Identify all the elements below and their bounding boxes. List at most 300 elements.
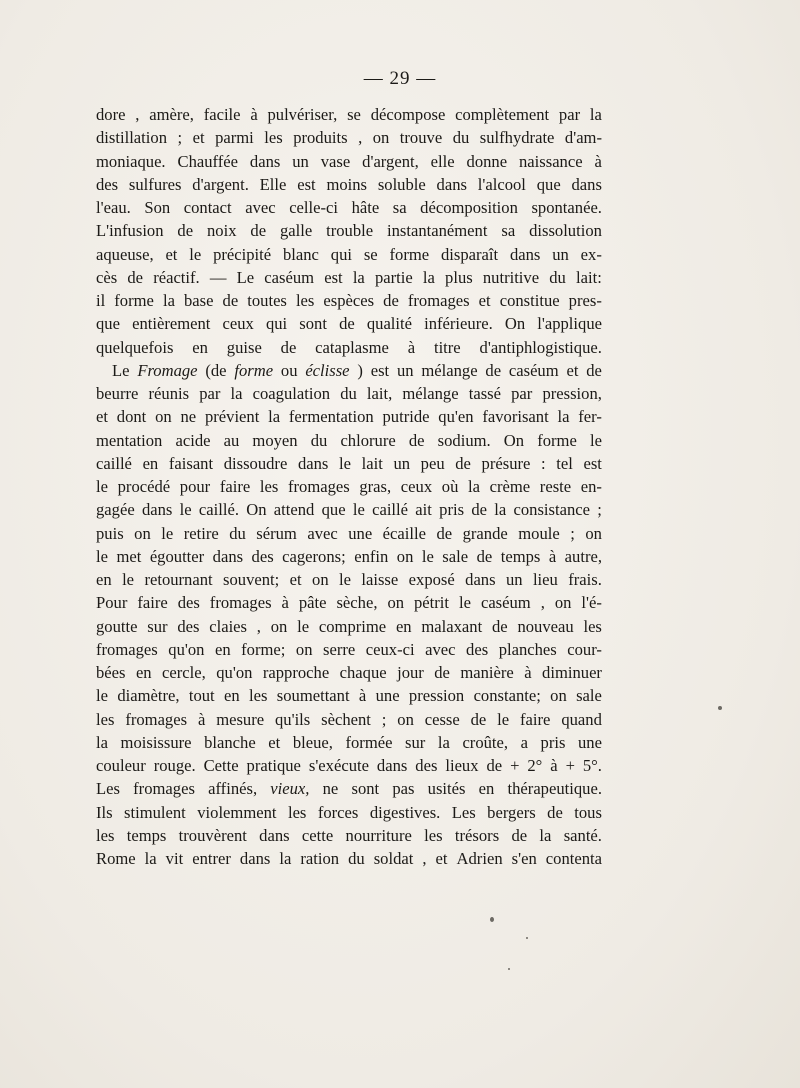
word: de — [250, 221, 267, 241]
word: pris — [439, 500, 465, 520]
word: quelquefois — [96, 337, 174, 357]
word: disparaît — [440, 244, 499, 264]
word: sèche, — [336, 593, 378, 613]
word: et — [165, 244, 178, 264]
word: faire — [137, 593, 168, 613]
word: le — [161, 523, 174, 543]
scan-speck — [718, 706, 722, 710]
word: sulfhydrate — [479, 128, 555, 148]
word: bleue, — [292, 732, 333, 752]
text-line — [96, 289, 602, 312]
word: que — [536, 174, 561, 194]
word: consistance — [513, 500, 590, 520]
word: de — [486, 756, 503, 775]
word: les — [295, 291, 315, 310]
word: qui — [265, 314, 288, 334]
word: lait: — [576, 267, 602, 287]
word: sont — [299, 314, 327, 334]
word: mesure — [216, 709, 265, 729]
word: dans — [465, 570, 496, 589]
word: des — [251, 546, 274, 566]
text-line — [96, 126, 602, 149]
word: en- — [580, 477, 602, 496]
text-line — [96, 196, 602, 219]
word: constante; — [473, 686, 541, 706]
word: le — [497, 709, 510, 729]
word: Cette — [203, 756, 239, 775]
word: jour — [397, 663, 424, 682]
word: quand — [561, 709, 602, 729]
text-line — [96, 615, 602, 638]
word: des — [96, 174, 119, 194]
word: le — [421, 546, 434, 566]
word: entièrement — [132, 314, 211, 334]
word: forme; — [241, 639, 286, 659]
word: de — [511, 825, 528, 845]
word: la — [268, 407, 281, 427]
scan-speck — [526, 937, 528, 939]
word: 5°. — [582, 756, 602, 775]
word: les — [96, 825, 115, 845]
word: comprime — [318, 616, 387, 636]
word: qui — [330, 244, 352, 264]
word: le — [339, 570, 351, 589]
body-text — [96, 103, 602, 870]
word: fromages — [96, 639, 158, 659]
word: en — [142, 453, 159, 473]
word: on — [372, 128, 390, 148]
word: pratique — [246, 756, 301, 775]
word: de — [383, 291, 399, 310]
word: caséum — [480, 593, 531, 613]
word: On — [503, 430, 525, 450]
word: en — [214, 639, 231, 659]
word: ceux — [400, 477, 433, 496]
word: spontanée. — [531, 198, 602, 217]
word: en — [395, 616, 412, 636]
word: (de — [205, 360, 227, 380]
word: cesse — [424, 709, 460, 729]
word: tassé — [468, 384, 501, 403]
word: la — [230, 384, 243, 403]
word: digestives. — [369, 802, 441, 822]
word: la — [279, 849, 292, 868]
word: gagée — [96, 500, 135, 520]
word: les — [259, 477, 279, 496]
text-line — [96, 638, 602, 661]
word: On — [246, 500, 267, 520]
word: dans — [297, 453, 329, 473]
word: soldat — [373, 849, 414, 868]
word: facile — [203, 105, 241, 124]
word: la — [437, 732, 450, 752]
word: ; — [597, 500, 602, 520]
word: l'applique — [537, 314, 602, 334]
word: Pour — [96, 593, 128, 613]
word: bergers — [487, 802, 536, 822]
word: le — [122, 570, 135, 589]
word: amère, — [149, 105, 194, 124]
word: le — [589, 430, 602, 450]
word: et — [435, 849, 448, 868]
word: : — [541, 453, 546, 473]
word: sèchent — [321, 709, 371, 729]
word: précipité — [213, 244, 272, 264]
word: retire — [183, 523, 219, 543]
word: dissoudre — [223, 453, 288, 473]
word: et — [96, 407, 108, 427]
word: moule — [518, 523, 560, 543]
word: peu — [420, 453, 445, 473]
word: à — [594, 151, 602, 171]
word: et — [192, 128, 205, 148]
word: temps — [500, 546, 541, 566]
word: qu'on — [168, 639, 205, 659]
word: cette — [301, 825, 334, 845]
word: forme — [537, 430, 577, 450]
text-line — [96, 452, 602, 475]
text-line — [96, 312, 602, 335]
word: crème — [489, 477, 531, 496]
word: faisant — [168, 453, 214, 473]
word: thérapeutique. — [507, 779, 602, 799]
word: le — [459, 593, 471, 613]
word: mélange — [421, 360, 478, 380]
word: la — [352, 267, 365, 287]
word: blanche — [204, 732, 256, 752]
word: dissolution — [529, 221, 602, 241]
word: on — [387, 593, 405, 613]
text-line — [96, 382, 602, 405]
word: sa — [501, 221, 516, 241]
word: de — [485, 360, 502, 380]
word: enfin — [354, 546, 389, 566]
word: fromages — [287, 477, 350, 496]
word: on — [397, 709, 414, 729]
word: du — [549, 267, 566, 287]
word: parmi — [215, 128, 254, 148]
text-line — [96, 336, 602, 359]
word: fromages — [133, 779, 195, 799]
word: beurre — [96, 384, 139, 403]
word: cataplasme — [315, 337, 389, 357]
word: affinés, — [208, 779, 258, 799]
word: , — [358, 128, 363, 148]
word: par — [511, 384, 533, 403]
text-line — [96, 824, 602, 847]
word: fermentation — [288, 407, 374, 427]
word: + — [565, 756, 575, 775]
word: une — [578, 732, 602, 752]
word: des — [177, 593, 200, 613]
word: un — [505, 570, 523, 589]
word: nutritive — [482, 267, 540, 287]
word: le — [352, 500, 365, 520]
word: ou — [280, 360, 298, 380]
word: retournant — [144, 570, 213, 589]
word: Le — [112, 360, 130, 380]
word: on — [134, 523, 151, 543]
word: frais. — [568, 570, 602, 589]
word: cour- — [567, 639, 602, 659]
word: tous — [574, 802, 602, 822]
word: à — [250, 105, 258, 124]
word: avec — [245, 198, 276, 217]
word: espèces — [323, 291, 375, 310]
word: le — [189, 244, 202, 264]
word: en — [135, 663, 152, 682]
word: stimulent — [124, 802, 186, 822]
text-line — [96, 173, 602, 196]
word: s'en — [511, 849, 537, 868]
word: sodium. — [437, 430, 491, 450]
word: ; — [570, 523, 575, 543]
word: noix — [206, 221, 237, 241]
word: constitue — [499, 291, 560, 310]
word: lieu — [532, 570, 558, 589]
word: qu'en — [438, 407, 474, 427]
word: ex- — [580, 244, 602, 264]
word: les — [249, 686, 268, 706]
word: Les — [96, 779, 120, 799]
word: du — [340, 384, 357, 403]
word: contact — [183, 198, 232, 217]
word: Le — [236, 267, 255, 287]
word: coagulation — [252, 384, 331, 403]
word: pris — [540, 732, 566, 752]
text-line — [96, 731, 602, 754]
word: goutte — [96, 616, 138, 636]
word: lait, — [366, 384, 393, 403]
word: à — [407, 337, 416, 357]
word: couleur — [96, 756, 146, 775]
word: putride — [382, 407, 430, 427]
word: ; — [177, 128, 183, 148]
text-line — [96, 498, 602, 521]
word: Chauffée — [177, 151, 239, 171]
word: , — [540, 593, 545, 613]
word: on — [312, 570, 329, 589]
word: dans — [212, 546, 244, 566]
word: qualité — [366, 314, 412, 334]
text-line — [96, 103, 602, 126]
word: se — [363, 244, 378, 264]
word: sulfures — [128, 174, 182, 194]
word: sur — [147, 616, 168, 636]
word: forme — [389, 244, 430, 264]
word: moniaque. — [96, 151, 166, 171]
word: le — [96, 477, 108, 496]
page-number: — 29 — — [363, 68, 437, 89]
word: ne — [322, 779, 339, 799]
text-line — [96, 359, 602, 382]
word: la — [96, 732, 108, 752]
word: Rome — [96, 849, 136, 868]
word: la — [557, 407, 570, 427]
word: de — [434, 663, 450, 682]
word: forces — [317, 802, 359, 822]
word: , — [422, 849, 427, 868]
word: usités — [427, 779, 466, 799]
word: un — [552, 244, 569, 264]
word: la — [144, 849, 157, 868]
word: dans — [249, 151, 281, 171]
word: dans — [376, 756, 408, 775]
word: ; — [381, 709, 387, 729]
italic-word: forme — [234, 360, 274, 380]
word: sérum — [256, 523, 297, 543]
word: plus — [445, 267, 473, 287]
word: le — [339, 453, 351, 473]
text-line — [96, 405, 602, 428]
word: avec — [307, 523, 338, 543]
word: un — [292, 151, 309, 171]
word: de — [339, 314, 355, 334]
word: caséum — [508, 360, 559, 380]
italic-word: éclisse — [305, 360, 350, 380]
word: pétrit — [414, 593, 450, 613]
word: est — [583, 453, 602, 473]
word: puis — [96, 523, 124, 543]
word: ceux-ci — [365, 639, 415, 659]
word: les — [424, 825, 443, 845]
word: des — [415, 756, 438, 775]
word: caséum — [264, 267, 315, 287]
word: exposé — [408, 570, 455, 589]
word: , — [135, 105, 140, 124]
text-line — [96, 777, 602, 800]
text-line — [96, 266, 602, 289]
word: de — [455, 453, 471, 473]
word: que — [96, 314, 120, 334]
italic-word: Fromage — [137, 360, 198, 380]
text-line — [96, 243, 602, 266]
word: des — [177, 616, 200, 636]
word: 2° — [527, 756, 543, 775]
text-line — [96, 545, 602, 568]
word: vit — [165, 849, 184, 868]
word: nourriture — [345, 825, 412, 845]
word: de — [436, 523, 453, 543]
word: cercle, — [162, 663, 206, 682]
word: attend — [273, 500, 315, 520]
word: trouble — [326, 221, 374, 241]
text-line — [96, 801, 602, 824]
word: se — [347, 105, 361, 124]
word: ration — [300, 849, 340, 868]
word: le — [179, 500, 192, 520]
word: les — [583, 616, 602, 636]
word: souvent; — [223, 570, 280, 589]
word: gras, — [359, 477, 392, 496]
word: égoutter — [149, 546, 205, 566]
word: guise — [226, 337, 262, 357]
word: cès — [96, 267, 118, 287]
word: en — [478, 779, 495, 799]
word: du — [229, 523, 246, 543]
word: procédé — [117, 477, 171, 496]
word: met — [116, 546, 142, 566]
word: sur — [405, 732, 426, 752]
word: pulvériser, — [267, 105, 338, 124]
word: on — [585, 523, 602, 543]
word: on — [270, 616, 288, 636]
word: du — [452, 128, 470, 148]
word: le — [96, 546, 108, 566]
word: on — [295, 639, 313, 659]
word: moyen — [252, 430, 298, 450]
word: ne — [180, 407, 197, 427]
word: moins — [326, 174, 368, 194]
text-line — [96, 847, 602, 870]
word: inférieure. — [424, 314, 493, 334]
word: de — [476, 546, 493, 566]
word: ) — [357, 360, 363, 380]
word: de — [586, 360, 602, 380]
word: d'am- — [564, 128, 602, 148]
word: de — [127, 267, 144, 287]
word: dans — [436, 174, 467, 194]
word: pression — [408, 686, 465, 706]
word: l'é- — [581, 593, 602, 613]
word: dont — [116, 407, 147, 427]
word: soluble — [377, 174, 426, 194]
word: fer- — [578, 407, 602, 427]
word: en — [192, 337, 208, 357]
word: contenta — [545, 849, 602, 868]
word: acide — [175, 430, 211, 450]
word: de — [470, 709, 487, 729]
word: partie — [374, 267, 413, 287]
word: serre — [323, 639, 356, 659]
word: diminuer — [542, 663, 602, 682]
word: ait — [415, 500, 432, 520]
text-line — [96, 429, 602, 452]
word: distillation — [96, 128, 167, 148]
word: pression, — [542, 384, 602, 403]
word: la — [422, 267, 435, 287]
word: et — [289, 570, 302, 589]
word: de — [222, 291, 239, 310]
word: Son — [144, 198, 171, 217]
word: il — [96, 291, 106, 310]
word: instantanément — [387, 221, 488, 241]
word: Ils — [96, 802, 113, 822]
word: d'argent, — [362, 151, 419, 171]
word: base — [183, 291, 214, 310]
word: favorisant — [482, 407, 549, 427]
italic-word: vieux, — [270, 779, 310, 799]
word: les — [264, 128, 283, 148]
word: + — [510, 756, 520, 775]
word: Adrien — [456, 849, 503, 868]
word: les — [96, 709, 115, 729]
word: de — [471, 500, 487, 520]
text-line — [96, 591, 602, 614]
word: est — [324, 267, 343, 287]
word: grande — [462, 523, 508, 543]
word: de — [547, 802, 563, 822]
word: mentation — [96, 430, 163, 450]
word: à — [524, 663, 532, 682]
word: fromages — [209, 593, 272, 613]
word: on — [155, 407, 172, 427]
word: s'exécute — [308, 756, 369, 775]
word: blanc — [282, 244, 319, 264]
word: claies — [209, 616, 248, 636]
word: où — [441, 477, 459, 496]
word: autre, — [564, 546, 602, 566]
